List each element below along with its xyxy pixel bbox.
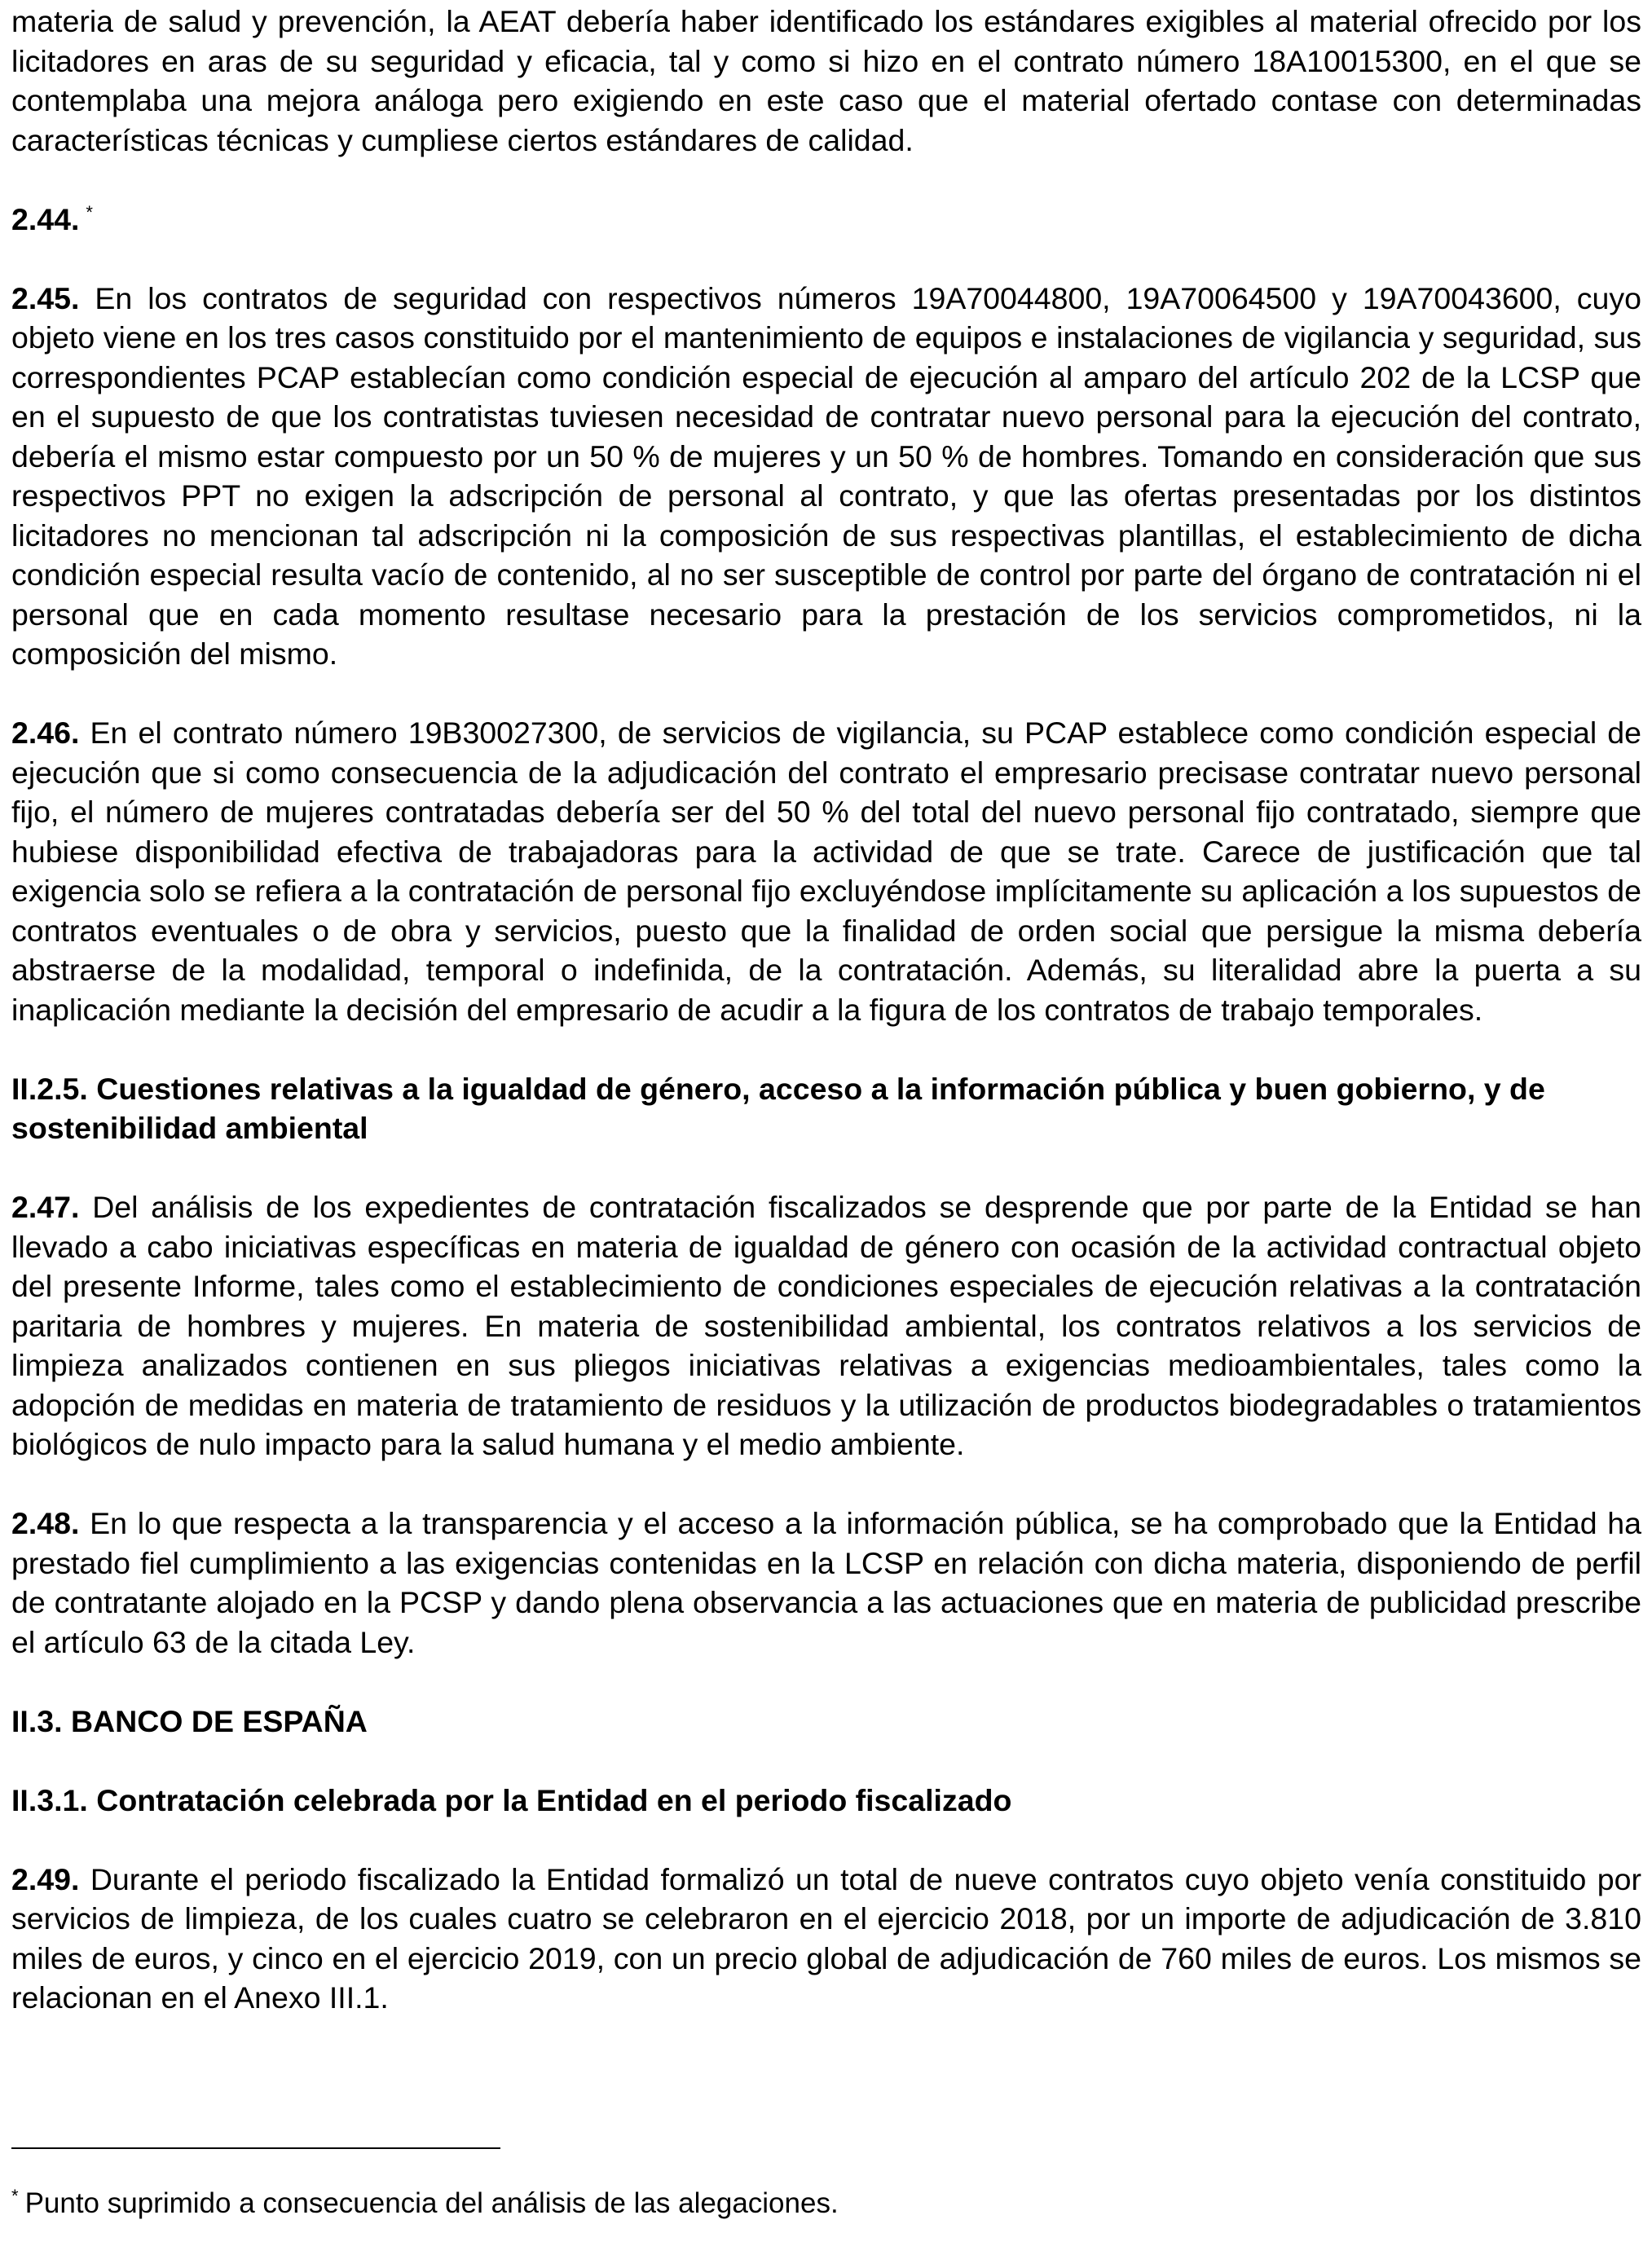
footnote-text: Punto suprimido a consecuencia del análisis de las alegaciones. bbox=[24, 2187, 839, 2219]
paragraph-number: 2.46. bbox=[11, 716, 80, 750]
paragraph-2-45 bbox=[11, 279, 1641, 674]
paragraph-text: Del análisis de los expedientes de contratación fiscalizados se desprende que por parte de la Entidad se han llevado a cabo iniciativas específicas en materia de igualdad de género con ocasión de la actividad contractual objeto del presente Informe, tales como el establecimiento de condiciones especiales de ejecución relativas a la contratación paritaria de hombres y mujeres. En materia de sostenibilidad ambiental, los contratos relativos a los servicios de limpieza analizados contienen en sus pliegos iniciativas relativas a exigencias medioambientales, tales como la adopción de medidas en materia de tratamiento de residuos y la utilización de productos biodegradables o tratamientos biológicos de nulo impacto para la salud humana y el medio ambiente. bbox=[11, 1190, 1641, 1461]
paragraph-number: 2.48. bbox=[11, 1506, 80, 1540]
paragraph-text: Durante el periodo fiscalizado la Entidad formalizó un total de nueve contratos cuyo objeto venía constituido por servicios de limpieza, de los cuales cuatro se celebraron en el ejercicio 2018, por un importe de adjudicación de 3.810 miles de euros, y cinco en el ejercicio 2019, con un precio global de adjudicación de 760 miles de euros. Los mismos se relacionan en el Anexo III.1. bbox=[11, 1861, 1641, 2015]
paragraph-2-48 bbox=[11, 1504, 1641, 1662]
paragraph-number: 2.49. bbox=[11, 1861, 80, 1896]
footnote-mark: * bbox=[11, 2186, 19, 2207]
section-title: II.3. BANCO DE ESPAÑA bbox=[11, 1703, 368, 1738]
section-number: II.2.5. bbox=[11, 1071, 88, 1106]
paragraph-2-44 bbox=[11, 200, 1641, 240]
section-title: Contratación celebrada por la Entidad en el periodo fiscalizado bbox=[96, 1782, 1012, 1817]
document-page bbox=[11, 2, 1641, 2057]
paragraph-2-46 bbox=[11, 713, 1641, 1029]
paragraph-2-47 bbox=[11, 1187, 1641, 1464]
footnote bbox=[11, 2186, 839, 2222]
section-heading-ii-2-5 bbox=[11, 1069, 1641, 1148]
section-title: Cuestiones relativas a la igualdad de género, acceso a la información pública y buen gobierno, y de sostenibilidad ambiental bbox=[11, 1071, 1545, 1145]
paragraph-text: En el contrato número 19B30027300, de servicios de vigilancia, su PCAP establece como condición especial de ejecución que si como consecuencia de la adjudicación del contrato el empresario precisase contratar nuevo personal fijo, el número de mujeres contratadas debería ser del 50 % del total del nuevo personal fijo contratado, siempre que hubiese disponibilidad efectiva de trabajadoras para la actividad de que se trate. Carece de justificación que tal exigencia solo se refiera a la contratación de personal fijo excluyéndose implícitamente su aplicación a los supuestos de contratos eventuales o de obra y servicios, puesto que la finalidad de orden social que persigue la misma debería abstraerse de la modalidad, temporal o indefinida, de la contratación. Además, su literalidad abre la puerta a su inaplicación mediante la decisión del empresario de acudir a la figura de los contratos de trabajo temporales. bbox=[11, 716, 1641, 1027]
paragraph-number: 2.45. bbox=[11, 280, 80, 315]
intro-paragraph-text: materia de salud y prevención, la AEAT debería haber identificado los estándares exigibles al material ofrecido por los licitadores en aras de su seguridad y eficacia, tal y como si hizo en el contrato número 18A10015300, en el que se contemplaba una mejora análoga pero exigiendo en este caso que el material ofertado contase con determinadas características técnicas y cumpliese ciertos estándares de calidad. bbox=[11, 4, 1641, 157]
paragraph-2-49 bbox=[11, 1860, 1641, 2018]
footnote-reference-mark: * bbox=[86, 202, 93, 222]
paragraph-text: En lo que respecta a la transparencia y el acceso a la información pública, se ha comprobado que la Entidad ha prestado fiel cumplimiento a las exigencias contenidas en la LCSP en relación con dicha materia, disponiendo de perfil de contratante alojado en la PCSP y dando plena observancia a las actuaciones que en materia de publicidad prescribe el artículo 63 de la citada Ley. bbox=[11, 1506, 1642, 1659]
section-number: II.3.1. bbox=[11, 1782, 88, 1817]
paragraph-number: 2.44. bbox=[11, 201, 80, 236]
footnote-divider bbox=[11, 2147, 500, 2149]
intro-paragraph bbox=[11, 2, 1641, 160]
section-heading-ii-3-1 bbox=[11, 1781, 1641, 1821]
paragraph-text: En los contratos de seguridad con respectivos números 19A70044800, 19A70064500 y 19A70043600, cuyo objeto viene en los tres casos constituido por el mantenimiento de equipos e instalaciones de vigilancia y seguridad, sus correspondientes PCAP establecían como condición especial de ejecución al amparo del artículo 202 de la LCSP que en el supuesto de que los contratistas tuviesen necesidad de contratar nuevo personal para la ejecución del contrato, debería el mismo estar compuesto por un 50 % de mujeres y un 50 % de hombres. Tomando en consideración que sus respectivos PPT no exigen la adscripción de personal al contrato, y que las ofertas presentadas por los distintos licitadores no mencionan tal adscripción ni la composición de sus respectivas plantillas, el establecimiento de dicha condición especial resulta vacío de contenido, al no ser susceptible de control por parte del órgano de contratación ni el personal que en cada momento resultase necesario para la prestación de los servicios comprometidos, ni la composición del mismo. bbox=[11, 280, 1641, 671]
section-heading-ii-3 bbox=[11, 1702, 1641, 1742]
paragraph-number: 2.47. bbox=[11, 1190, 80, 1224]
